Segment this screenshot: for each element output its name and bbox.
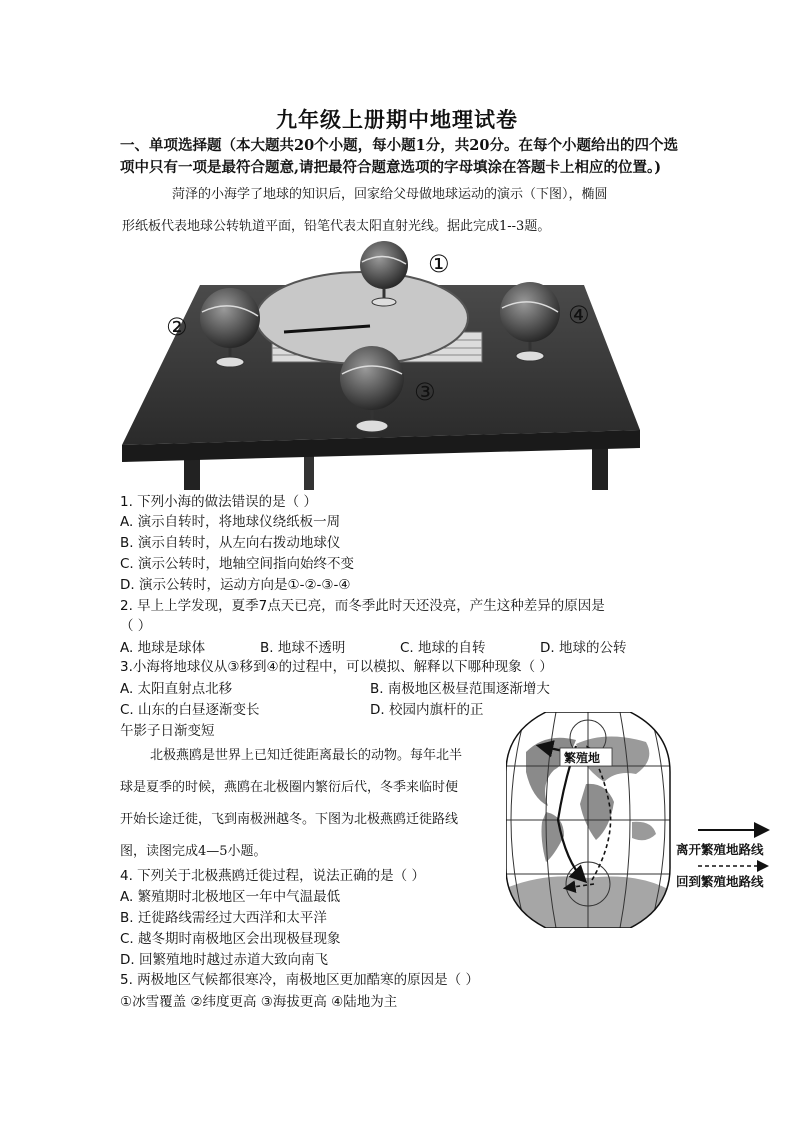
label-position-4: ④ bbox=[568, 301, 590, 329]
question-3-option-d-continued: 午影子日渐变短 bbox=[120, 723, 215, 739]
table-leg bbox=[304, 454, 314, 490]
breeding-ground-label: 繁殖地 bbox=[564, 751, 601, 765]
intro2-line3: 开始长途迁徙，飞到南极洲越冬。下图为北极燕鸥迁徙路线 bbox=[120, 812, 459, 827]
question-3-option-d: D. 校园内旗杆的正 bbox=[370, 702, 484, 718]
question-4-option-c: C. 越冬期时南极地区会出现极昼现象 bbox=[120, 931, 341, 947]
question-4-stem: 4. 下列关于北极燕鸥迁徙过程，说法正确的是（ ） bbox=[120, 868, 425, 884]
intro2-line4: 图，读图完成4—5小题。 bbox=[120, 844, 267, 859]
intro1-line2: 形纸板代表地球公转轨道平面，铅笔代表太阳直射光线。据此完成1--3题。 bbox=[122, 219, 551, 234]
question-4-option-d: D. 回繁殖地时越过赤道大致向南飞 bbox=[120, 952, 328, 968]
question-5-choices: ①冰雪覆盖 ②纬度更高 ③海拔更高 ④陆地为主 bbox=[120, 994, 398, 1010]
question-2-blank: （ ） bbox=[120, 618, 152, 634]
legend-return-label: 回到繁殖地路线 bbox=[676, 874, 764, 889]
question-1-option-c: C. 演示公转时，地轴空间指向始终不变 bbox=[120, 556, 355, 572]
question-4-option-b: B. 迁徙路线需经过大西洋和太平洋 bbox=[120, 910, 327, 926]
label-position-2: ② bbox=[166, 313, 188, 341]
arctic-tern-migration-map bbox=[506, 712, 794, 928]
question-3-option-a: A. 太阳直射点北移 bbox=[120, 681, 233, 697]
intro1-line1: 菏泽的小海学了地球的知识后，回家给父母做地球运动的演示（下图），椭圆 bbox=[172, 187, 608, 202]
page-title: 九年级上册期中地理试卷 bbox=[276, 107, 518, 132]
question-4-option-a: A. 繁殖期时北极地区一年中气温最低 bbox=[120, 889, 341, 905]
question-5-stem: 5. 两极地区气候都很寒冷，南极地区更加酷寒的原因是（ ） bbox=[120, 972, 479, 988]
earth-movement-demo-figure bbox=[122, 240, 640, 490]
question-1-stem: 1. 下列小海的做法错误的是（ ） bbox=[120, 494, 317, 510]
question-2-option-b: B. 地球不透明 bbox=[260, 640, 346, 656]
question-3-option-b: B. 南极地区极昼范围逐渐增大 bbox=[370, 681, 550, 697]
question-3-option-c: C. 山东的白昼逐渐变长 bbox=[120, 702, 260, 718]
intro2-line1: 北极燕鸥是世界上已知迁徙距离最长的动物。每年北半 bbox=[150, 748, 463, 763]
section-heading-line1: 一、单项选择题（本大题共20个小题，每小题1分，共20分。在每个小题给出的四个选 bbox=[120, 137, 678, 154]
label-position-1: ① bbox=[428, 250, 450, 278]
question-3-stem: 3.小海将地球仪从③移到④的过程中，可以模拟、解释以下哪种现象（ ） bbox=[120, 659, 553, 675]
question-1-option-a: A. 演示自转时，将地球仪绕纸板一周 bbox=[120, 514, 341, 530]
label-position-3: ③ bbox=[414, 378, 436, 406]
question-2-option-a: A. 地球是球体 bbox=[120, 640, 206, 656]
intro2-line2: 球是夏季的时候，燕鸥在北极圈内繁衍后代，冬季来临时便 bbox=[120, 780, 459, 795]
legend-leave-label: 离开繁殖地路线 bbox=[676, 842, 764, 857]
question-1-option-b: B. 演示自转时，从左向右拨动地球仪 bbox=[120, 535, 341, 551]
question-2-option-d: D. 地球的公转 bbox=[540, 640, 627, 656]
question-1-option-d: D. 演示公转时，运动方向是①-②-③-④ bbox=[120, 577, 351, 593]
question-2-option-c: C. 地球的自转 bbox=[400, 640, 486, 656]
question-2-stem: 2. 早上上学发现，夏季7点天已亮，而冬季此时天还没亮，产生这种差异的原因是 bbox=[120, 598, 605, 614]
section-heading-line2: 项中只有一项是最符合题意,请把最符合题意选项的字母填涂在答题卡上相应的位置。) bbox=[120, 159, 662, 176]
